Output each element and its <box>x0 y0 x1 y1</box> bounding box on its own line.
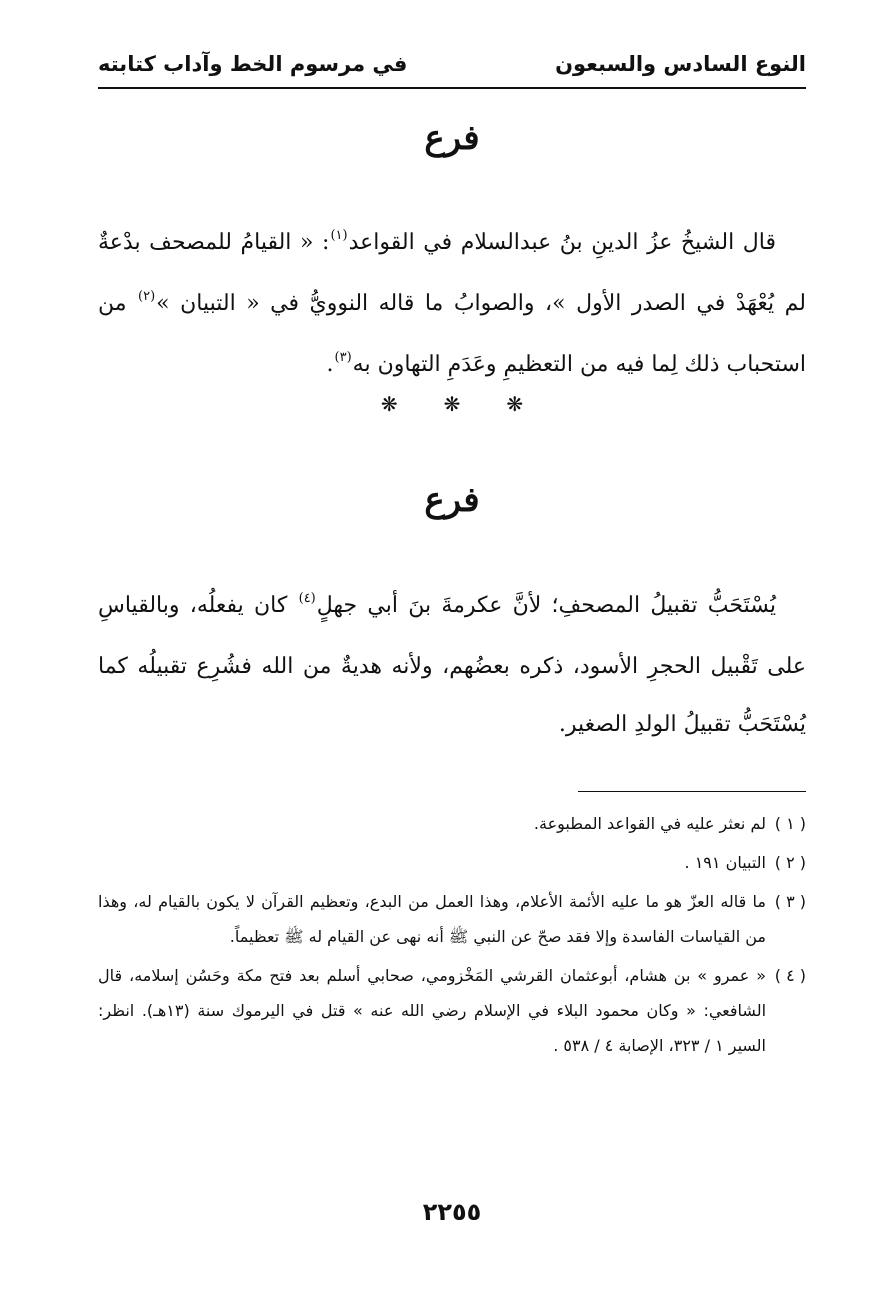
asterism-star: ❋ <box>443 392 461 416</box>
section-body-2 <box>98 577 806 754</box>
paragraph-2-text-a: يُسْتَحَبُّ تقبيلُ المصحفِ؛ لأنَّ عكرمةَ بنَ أبي جهلٍ <box>316 593 776 618</box>
header-rule <box>98 87 806 89</box>
footnote-number: ( ٤ ) <box>774 966 806 985</box>
page-number: ٢٢٥٥ <box>422 1198 482 1226</box>
paragraph-2-text-b: كان يفعلُه، وبالقياسِ على تَقْبيل الحجرِ الأسود، ذكره بعضُهم، ولأنه هديةٌ من الله فشُرِع تقبيلُه كما يُسْتَحَبُّ تقبيلُ الولدِ الصغير. <box>98 593 806 737</box>
header-section-title: في مرسوم الخط وآداب كتابته <box>98 52 408 76</box>
section-heading-1: فرع <box>424 118 480 158</box>
footnote-text: التبيان ١٩١ . <box>684 853 766 872</box>
running-header <box>98 44 806 84</box>
header-chapter-title: النوع السادس والسبعون <box>555 52 806 76</box>
paragraph-1-text-d: . <box>326 352 334 377</box>
footnote-text: لم نعثر عليه في القواعد المطبوعة. <box>533 814 766 833</box>
section-heading-2: فرع <box>424 480 480 520</box>
footnote-number: ( ٢ ) <box>774 853 806 872</box>
asterism-star: ❋ <box>506 392 524 416</box>
footnote-3 <box>98 884 806 954</box>
footnote-4 <box>98 958 806 1063</box>
paragraph-1-text-c: من استحباب ذلك لِما فيه من التعظيمِ وعَدَمِ التهاون به <box>98 291 806 377</box>
paragraph-1-text-a: قال الشيخُ عزُ الدينِ بنُ عبدالسلام في القواعد <box>348 230 776 255</box>
footnote-text: « عمرو » بن هشام، أبوعثمان القرشي المَخْزومي، صحابي أسلم بعد فتح مكة وحَسُن إسلامه، قال الشافعي: « وكان محمود البلاء في الإسلام رضي الله عنه » قتل في اليرموك سنة (١٣هـ). انظر: السير ١ / ٣٢٣، الإصابة ٤ / ٥٣٨ . <box>98 966 767 1055</box>
paragraph-1-text-b: : « القيامُ للمصحف بدْعةٌ لم يُعْهَدْ في الصدر الأول »، والصوابُ ما قاله النوويُّ في « التبيان » <box>98 230 806 316</box>
footnote-number: ( ١ ) <box>774 814 806 833</box>
paragraph-1 <box>98 214 806 397</box>
paragraph-2 <box>98 577 806 754</box>
footnote-ref-4: (٤) <box>298 591 316 606</box>
footnote-text: ما قاله العزّ هو ما عليه الأئمة الأعلام، وهذا العمل من البدع، وتعظيم القرآن لا يكون بالقيام له، وهذا من القياسات الفاسدة وإلا فقد صحّ عن النبي ﷺ أنه نهى عن القيام له ﷺ تعظيماً. <box>98 892 766 946</box>
footnote-1 <box>98 806 806 841</box>
footnote-rule <box>578 791 806 792</box>
footnote-number: ( ٣ ) <box>774 892 806 911</box>
footnotes <box>98 806 806 1067</box>
footnote-ref-3: (٣) <box>334 350 352 365</box>
footnote-ref-1: (١) <box>330 228 348 243</box>
footnote-ref-2: (٢) <box>138 289 156 304</box>
section-separator <box>98 392 806 422</box>
asterism-star: ❋ <box>380 392 398 416</box>
footnote-2 <box>98 845 806 880</box>
section-body-1 <box>98 214 806 397</box>
